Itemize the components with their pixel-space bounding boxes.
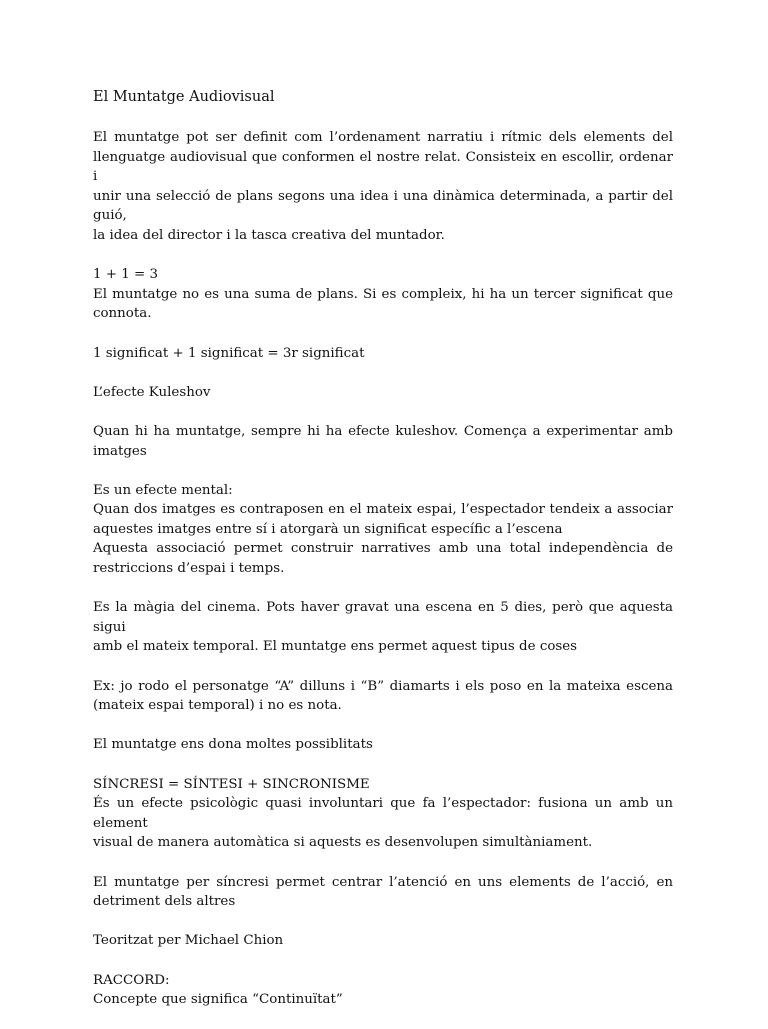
text-line: unir una selecció de plans segons una idea i una dinàmica determinada, a partir del guió, — [93, 188, 673, 224]
text-line: visual de manera automàtica si aquests es desenvolupen simultàniament. — [93, 835, 593, 851]
text-line: RACCORD: — [93, 972, 170, 988]
text-line: El muntatge per síncresi permet centrar l’atenció en uns elements de l’acció, en — [93, 874, 673, 890]
text-line: llenguatge audiovisual que conformen el nostre relat. Consisteix en escollir, ordenar i — [93, 149, 673, 185]
text-line: Concepte que significa “Continuïtat” — [93, 992, 343, 1008]
paragraph-possibilitats — [93, 735, 673, 755]
text-line: Ex: jo rodo el personatge “A” dilluns i “B” diamarts i els poso en la mateixa escena — [93, 678, 673, 694]
paragraph-magia — [93, 598, 673, 657]
text-line: Teoritzat per Michael Chion — [93, 933, 284, 949]
text-line: El muntatge pot ser definit com l’ordenament narratiu i rítmic dels elements del — [93, 130, 673, 145]
text-line: El muntatge ens dona moltes possiblitats — [93, 737, 373, 753]
paragraph-chion — [93, 931, 673, 951]
paragraph-efecte-mental — [93, 481, 673, 579]
heading-kuleshov — [93, 383, 673, 403]
text-line: 1 + 1 = 3 — [93, 267, 159, 283]
paragraph-definition — [93, 128, 673, 246]
text-line: imatges — [93, 443, 147, 459]
paragraph-exemple — [93, 677, 673, 716]
text-line: Es un efecte mental: — [93, 482, 233, 498]
paragraph-formula — [93, 265, 673, 324]
text-line: aquestes imatges entre sí i atorgarà un significat específic a l’escena — [93, 521, 563, 537]
document-page — [93, 87, 673, 1029]
text-line: El muntatge no es una suma de plans. Si es compleix, hi ha un tercer significat que — [93, 286, 673, 302]
text-line: 1 significat + 1 significat = 3r significat — [93, 345, 365, 361]
text-line: Quan hi ha muntatge, sempre hi ha efecte kuleshov. Comença a experimentar amb — [93, 423, 673, 439]
paragraph-kuleshov — [93, 422, 673, 461]
text-line: Aquesta associació permet construir narratives amb una total independència de — [93, 541, 673, 557]
text-line: connota. — [93, 306, 152, 322]
text-line: la idea del director i la tasca creativa del muntador. — [93, 227, 445, 243]
paragraph-atencio — [93, 873, 673, 912]
text-line: És un efecte psicològic quasi involuntari que fa l’espectador: fusiona un amb un element — [93, 796, 673, 831]
paragraph-syncresi — [93, 775, 673, 853]
text-line: Quan dos imatges es contraposen en el mateix espai, l’espectador tendeix a associar — [93, 502, 673, 518]
text-line: amb el mateix temporal. El muntatge ens permet aquest tipus de coses — [93, 639, 578, 655]
text-line: (mateix espai temporal) i no es nota. — [93, 698, 342, 714]
text-line: SÍNCRESI = SÍNTESI + SINCRONISME — [93, 776, 370, 792]
text-line: restriccions d’espai i temps. — [93, 561, 285, 577]
paragraph-raccord — [93, 971, 673, 1010]
document-title: El Muntatge Audiovisual — [93, 89, 275, 105]
text-line: detriment dels altres — [93, 894, 236, 910]
text-line: Es la màgia del cinema. Pots haver gravat una escena en 5 dies, però que aquesta sigui — [93, 600, 673, 635]
text-line: L’efecte Kuleshov — [93, 384, 211, 400]
paragraph-significat — [93, 344, 673, 364]
